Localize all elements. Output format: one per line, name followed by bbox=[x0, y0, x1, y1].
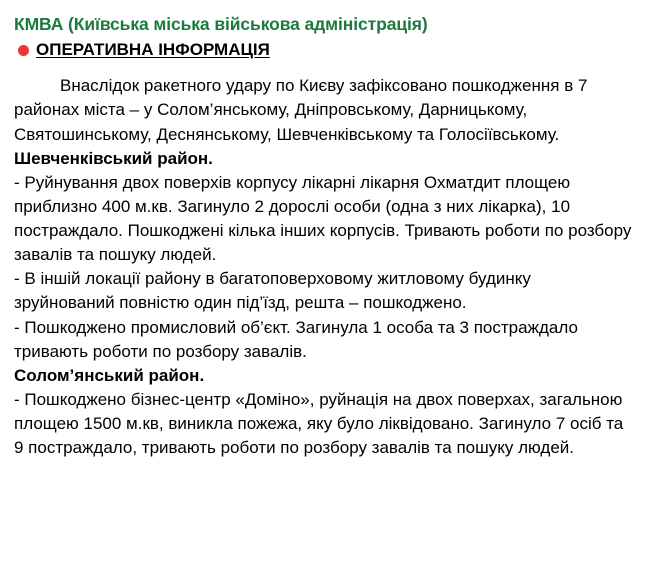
red-dot-icon bbox=[18, 45, 29, 56]
operational-info-header bbox=[18, 40, 633, 60]
intro-paragraph: Внаслідок ракетного удару по Києву зафіксовано пошкодження в 7 районах міста – у Солом’янському, Дніпровському, Дарницькому, Святошинському, Деснянському, Шевченківському та Голосіївському. bbox=[14, 76, 588, 144]
list-item: - Руйнування двох поверхів корпусу лікарні лікарня Охматдит площею приблизно 400 м.кв. Загинуло 2 дорослі особи (одна з них лікарка), 10 постраждало. Пошкоджені кілька інших корпусів. Тривають роботи по розбору завалів та пошуку людей. bbox=[14, 172, 632, 265]
section-heading-shevchenkivskyi: Шевченківський район. bbox=[14, 148, 213, 168]
list-item: - Пошкоджено бізнес-центр «Доміно», руйнація на двох поверхах, загальною площею 1500 м.кв, виникла пожежа, яку було ліквідовано. Загинуло 7 осіб та 9 постраждало, тривають роботи по розбору завалів та пошуку людей. bbox=[14, 389, 624, 458]
list-item: - В іншій локації району в багатоповерховому житловому будинку зруйнований повністю один під’їзд, решта – пошкоджено. bbox=[14, 269, 531, 313]
list-item: - Пошкоджено промисловий об’єкт. Загинула 1 особа та 3 постраждало тривають роботи по розбору завалів. bbox=[14, 317, 578, 361]
channel-title: КМВА (Київська міська військова адміністрація) bbox=[14, 14, 428, 34]
section-heading-solomyanskyi: Солом’янський район. bbox=[14, 365, 205, 385]
operational-info-label: ОПЕРАТИВНА ІНФОРМАЦІЯ bbox=[36, 39, 270, 59]
